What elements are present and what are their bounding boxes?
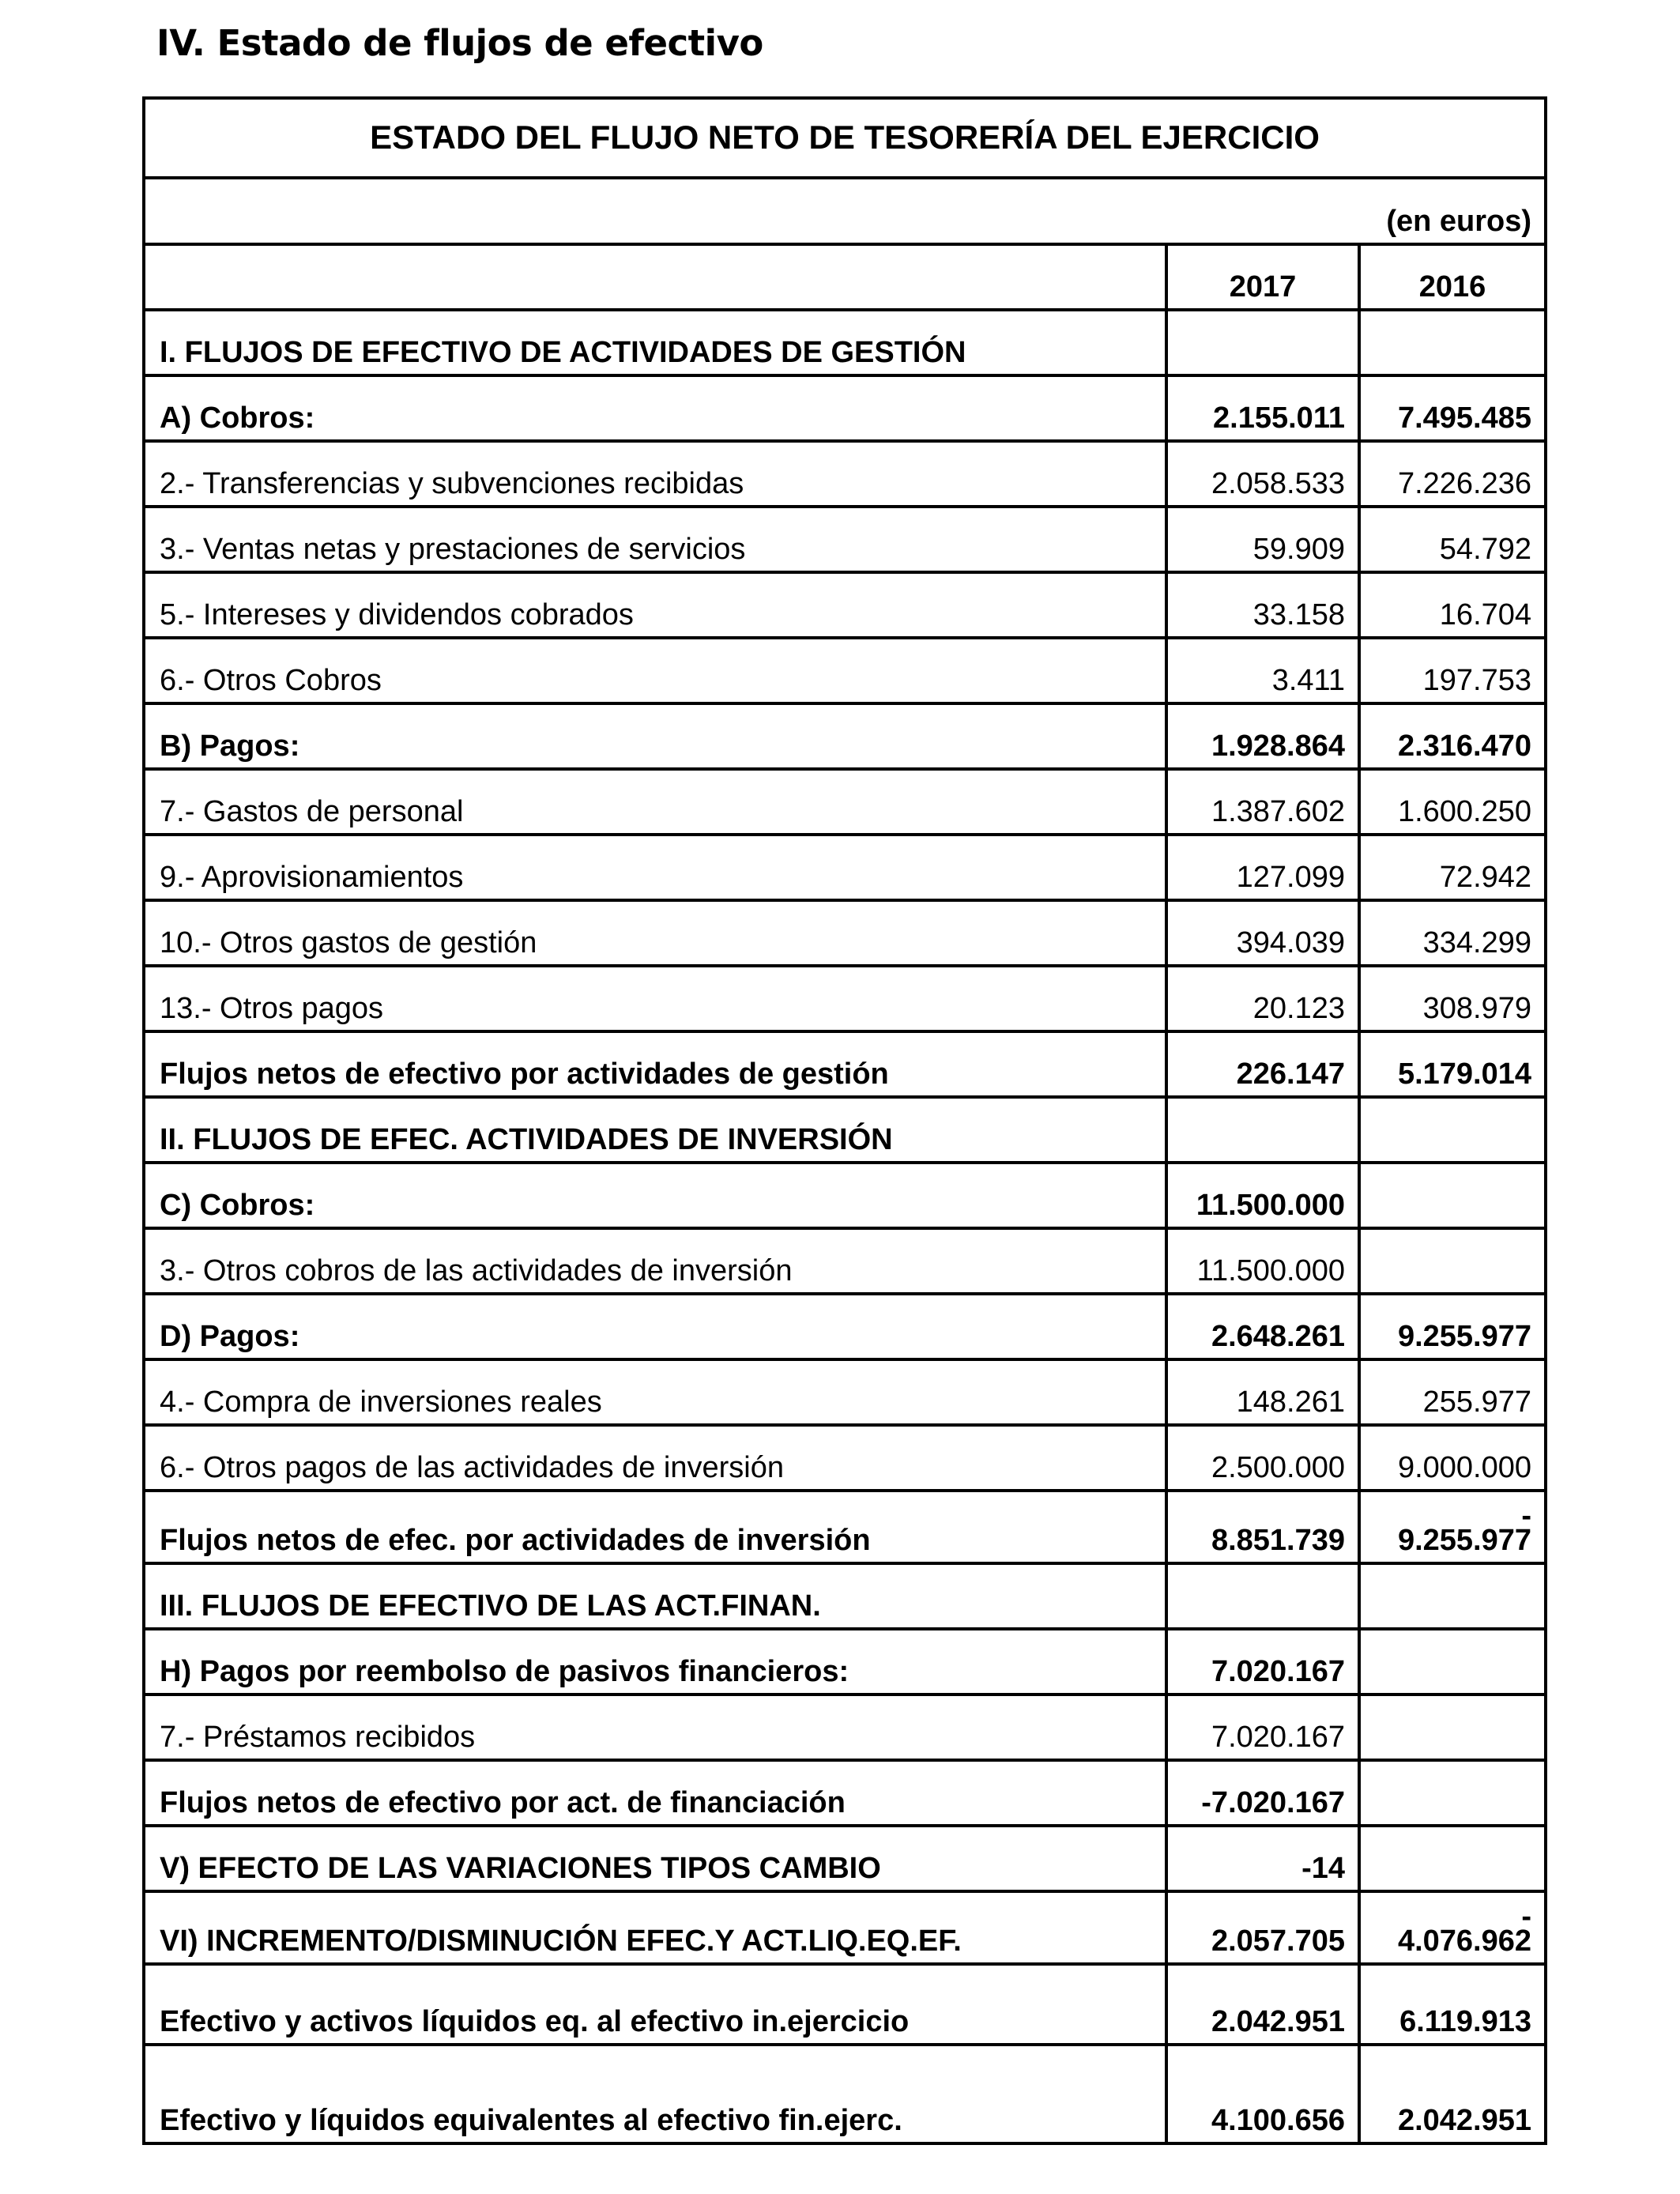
- value-2017: 4.100.656: [1166, 2045, 1359, 2143]
- table-row: [144, 1491, 1546, 1563]
- value-2016: 1.600.250: [1359, 769, 1546, 835]
- row-label: VI) INCREMENTO/DISMINUCIÓN EFEC.Y ACT.LIQ.EQ.EF.: [144, 1891, 1166, 1964]
- table-row: [144, 507, 1546, 572]
- table-row: [144, 835, 1546, 900]
- table-row: [144, 1563, 1546, 1629]
- value-2017: 2.500.000: [1166, 1425, 1359, 1491]
- table-row: [144, 703, 1546, 769]
- row-label: II. FLUJOS DE EFEC. ACTIVIDADES DE INVERSIÓN: [144, 1097, 1166, 1163]
- table-row: [144, 1294, 1546, 1359]
- value-2017: 59.909: [1166, 507, 1359, 572]
- document-heading: IV. Estado de flujos de efectivo: [156, 22, 763, 64]
- year-header-2017: 2017: [1166, 244, 1359, 310]
- row-label: Flujos netos de efec. por actividades de inversión: [144, 1491, 1166, 1563]
- row-label: 6.- Otros pagos de las actividades de inversión: [144, 1425, 1166, 1491]
- table-row: [144, 572, 1546, 638]
- row-label: III. FLUJOS DE EFECTIVO DE LAS ACT.FINAN.: [144, 1563, 1166, 1629]
- value-2016: 2.316.470: [1359, 703, 1546, 769]
- value-2017: [1166, 1097, 1359, 1163]
- value-2017: 226.147: [1166, 1031, 1359, 1097]
- value-2017: 2.155.011: [1166, 375, 1359, 441]
- value-2016: 54.792: [1359, 507, 1546, 572]
- value-2016: [1359, 1629, 1546, 1695]
- table-row: [144, 1629, 1546, 1695]
- value-2016-number: 4.076.962: [1397, 1924, 1532, 1958]
- row-label: Efectivo y activos líquidos eq. al efectivo in.ejercicio: [144, 1964, 1166, 2045]
- table-row: [144, 441, 1546, 507]
- value-2016: [1359, 1695, 1546, 1760]
- row-label: Flujos netos de efectivo por act. de financiación: [144, 1760, 1166, 1826]
- value-2016: 9.000.000: [1359, 1425, 1546, 1491]
- units-label: (en euros): [144, 178, 1546, 244]
- value-2016: 6.119.913: [1359, 1964, 1546, 2045]
- row-label: Flujos netos de efectivo por actividades de gestión: [144, 1031, 1166, 1097]
- negative-sign: -: [1521, 1900, 1532, 1934]
- table-row: [144, 1760, 1546, 1826]
- row-label: 4.- Compra de inversiones reales: [144, 1359, 1166, 1425]
- table-title-row: [144, 98, 1546, 178]
- value-2017: 33.158: [1166, 572, 1359, 638]
- value-2016: [1359, 1163, 1546, 1228]
- value-2016: 72.942: [1359, 835, 1546, 900]
- value-2016: 9.255.977: [1359, 1294, 1546, 1359]
- table-row: [144, 375, 1546, 441]
- value-2016: [1359, 1563, 1546, 1629]
- row-label: 7.- Préstamos recibidos: [144, 1695, 1166, 1760]
- value-2016: [1359, 1760, 1546, 1826]
- negative-sign: -: [1521, 1499, 1532, 1533]
- value-2017: 127.099: [1166, 835, 1359, 900]
- value-2016: 2.042.951: [1359, 2045, 1546, 2143]
- row-label: 13.- Otros pagos: [144, 966, 1166, 1031]
- year-header-blank: [144, 244, 1166, 310]
- value-2016: 255.977: [1359, 1359, 1546, 1425]
- row-label: C) Cobros:: [144, 1163, 1166, 1228]
- cash-flow-table: [142, 96, 1547, 2145]
- row-label: H) Pagos por reembolso de pasivos financieros:: [144, 1629, 1166, 1695]
- cash-flow-table-body: [144, 98, 1546, 2143]
- row-label: D) Pagos:: [144, 1294, 1166, 1359]
- table-row: [144, 638, 1546, 703]
- value-2017: 8.851.739: [1166, 1491, 1359, 1563]
- value-2017: 11.500.000: [1166, 1163, 1359, 1228]
- value-2017: 3.411: [1166, 638, 1359, 703]
- row-label: 6.- Otros Cobros: [144, 638, 1166, 703]
- table-row: [144, 1695, 1546, 1760]
- table-row: [144, 900, 1546, 966]
- value-2016: [1359, 1097, 1546, 1163]
- row-label: A) Cobros:: [144, 375, 1166, 441]
- value-2016: 334.299: [1359, 900, 1546, 966]
- table-row: [144, 1359, 1546, 1425]
- units-row: [144, 178, 1546, 244]
- value-2016: 7.495.485: [1359, 375, 1546, 441]
- value-2017: 148.261: [1166, 1359, 1359, 1425]
- value-2016: [1359, 1228, 1546, 1294]
- value-2017: 20.123: [1166, 966, 1359, 1031]
- value-2016-number: 9.255.977: [1397, 1524, 1532, 1558]
- value-2017: 2.042.951: [1166, 1964, 1359, 2045]
- value-2016: 197.753: [1359, 638, 1546, 703]
- row-label: 3.- Ventas netas y prestaciones de servicios: [144, 507, 1166, 572]
- value-2016: 7.226.236: [1359, 441, 1546, 507]
- value-2017: 394.039: [1166, 900, 1359, 966]
- value-2016: [1359, 1491, 1546, 1563]
- value-2016: [1359, 1826, 1546, 1891]
- table-row: [144, 2045, 1546, 2143]
- table-row: [144, 1163, 1546, 1228]
- value-2017: -7.020.167: [1166, 1760, 1359, 1826]
- table-row: [144, 1964, 1546, 2045]
- row-label: Efectivo y líquidos equivalentes al efectivo fin.ejerc.: [144, 2045, 1166, 2143]
- value-2017: 7.020.167: [1166, 1695, 1359, 1760]
- row-label: 5.- Intereses y dividendos cobrados: [144, 572, 1166, 638]
- value-2017: [1166, 310, 1359, 375]
- row-label: B) Pagos:: [144, 703, 1166, 769]
- value-2017: [1166, 1563, 1359, 1629]
- value-2017: -14: [1166, 1826, 1359, 1891]
- value-2016: 16.704: [1359, 572, 1546, 638]
- year-header-2016: 2016: [1359, 244, 1546, 310]
- value-2016: [1359, 1891, 1546, 1964]
- value-2017: 2.648.261: [1166, 1294, 1359, 1359]
- value-2016: 5.179.014: [1359, 1031, 1546, 1097]
- value-2016: 308.979: [1359, 966, 1546, 1031]
- value-2017: 11.500.000: [1166, 1228, 1359, 1294]
- table-row: [144, 1425, 1546, 1491]
- row-label: 7.- Gastos de personal: [144, 769, 1166, 835]
- row-label: 3.- Otros cobros de las actividades de inversión: [144, 1228, 1166, 1294]
- table-row: [144, 769, 1546, 835]
- year-header-row: [144, 244, 1546, 310]
- table-row: [144, 1228, 1546, 1294]
- table-row: [144, 1031, 1546, 1097]
- row-label: I. FLUJOS DE EFECTIVO DE ACTIVIDADES DE GESTIÓN: [144, 310, 1166, 375]
- row-label: 2.- Transferencias y subvenciones recibidas: [144, 441, 1166, 507]
- table-row: [144, 1891, 1546, 1964]
- table-row: [144, 310, 1546, 375]
- value-2017: 7.020.167: [1166, 1629, 1359, 1695]
- table-row: [144, 1826, 1546, 1891]
- value-2017: 2.058.533: [1166, 441, 1359, 507]
- table-title: ESTADO DEL FLUJO NETO DE TESORERÍA DEL EJERCICIO: [144, 98, 1546, 178]
- value-2017: 1.928.864: [1166, 703, 1359, 769]
- table-row: [144, 1097, 1546, 1163]
- value-2017: 1.387.602: [1166, 769, 1359, 835]
- table-row: [144, 966, 1546, 1031]
- row-label: V) EFECTO DE LAS VARIACIONES TIPOS CAMBIO: [144, 1826, 1166, 1891]
- row-label: 10.- Otros gastos de gestión: [144, 900, 1166, 966]
- value-2016: [1359, 310, 1546, 375]
- row-label: 9.- Aprovisionamientos: [144, 835, 1166, 900]
- value-2017: 2.057.705: [1166, 1891, 1359, 1964]
